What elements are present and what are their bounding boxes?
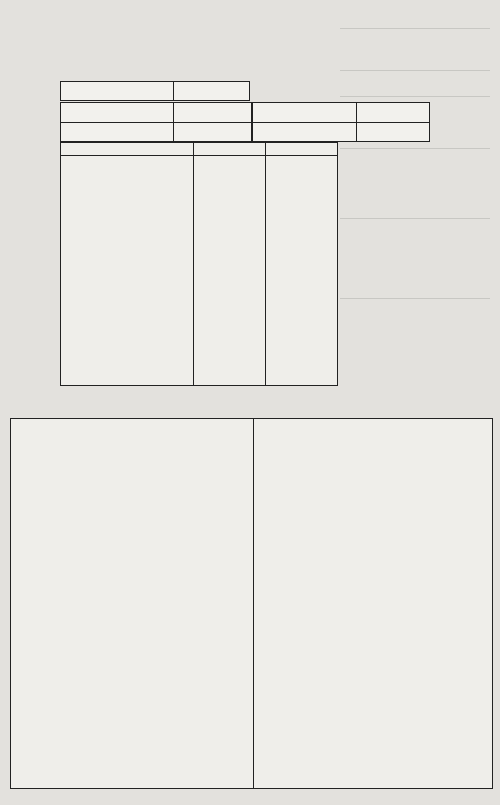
trend-table-right — [253, 418, 493, 789]
price-band-table — [60, 142, 338, 386]
trend-table-left — [10, 418, 255, 789]
bleed-through-background — [330, 8, 500, 403]
band-header-row — [61, 144, 337, 156]
average-price-box — [60, 81, 250, 101]
max-min-box — [60, 102, 430, 142]
